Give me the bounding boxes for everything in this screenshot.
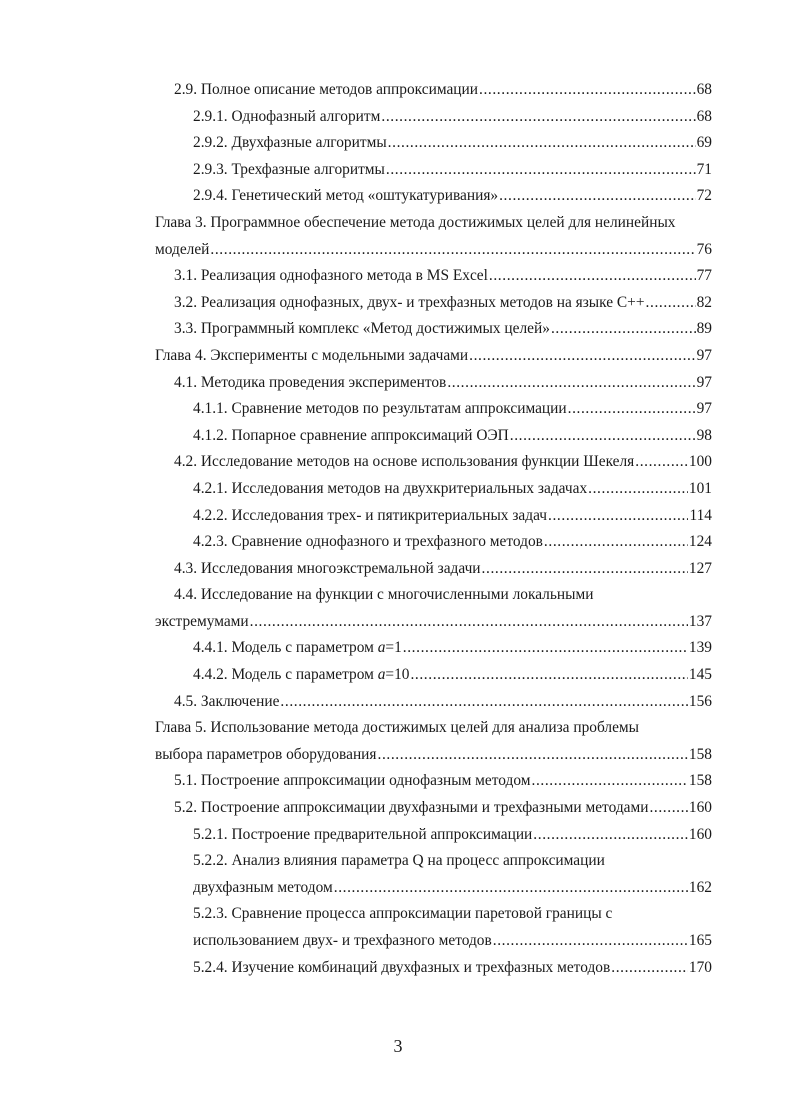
- leader-dots: [280, 689, 687, 716]
- toc-page: 100: [688, 453, 712, 471]
- toc-entry[interactable]: [155, 529, 712, 556]
- toc-title: 4.1.1. Сравнение методов по результатам аппроксимации: [193, 400, 567, 418]
- leader-dots: [469, 343, 695, 370]
- toc-title: 5.2.4. Изучение комбинаций двухфазных и трехфазных методов: [193, 958, 611, 976]
- toc-title: использованием двух- и трехфазного методов: [193, 932, 492, 949]
- toc-page: 97: [696, 373, 712, 391]
- toc-title-tail: =10: [385, 666, 410, 684]
- toc-page: 68: [696, 107, 712, 125]
- toc-entry[interactable]: [155, 503, 712, 530]
- leader-dots: [493, 928, 688, 955]
- toc-title: 5.1. Построение аппроксимации однофазным методом: [174, 772, 531, 790]
- leader-dots: [551, 316, 696, 343]
- toc-title: 5.2. Построение аппроксимации двухфазными и трехфазными методами: [174, 799, 649, 817]
- toc-entry[interactable]: [155, 955, 712, 982]
- leader-dots: [611, 955, 688, 982]
- leader-dots: [381, 104, 695, 131]
- toc-entry[interactable]: [155, 77, 712, 104]
- toc-title: 4.4.1. Модель с параметром: [193, 639, 378, 657]
- toc-entry[interactable]: [155, 316, 712, 343]
- toc-title: 5.2.1. Построение предварительной аппроксимации: [193, 825, 533, 843]
- toc-title: 2.9.1. Однофазный алгоритм: [193, 107, 381, 125]
- toc-page: 158: [688, 745, 712, 763]
- toc-entry[interactable]: [155, 370, 712, 397]
- toc-page: 68: [696, 81, 712, 98]
- toc-entry[interactable]: [155, 290, 712, 317]
- leader-dots: [447, 370, 695, 397]
- toc-title: 2.9.4. Генетический метод «оштукатуривания»: [193, 187, 499, 205]
- toc-entry[interactable]: [155, 768, 712, 795]
- toc-title: 3.2. Реализация однофазных, двух- и трехфазных методов на языке С++: [174, 293, 645, 311]
- toc-chapter-5[interactable]: [155, 715, 712, 768]
- toc-entry[interactable]: [155, 183, 712, 210]
- leader-dots: [588, 476, 688, 503]
- leader-dots: [482, 556, 688, 583]
- toc-entry[interactable]: [155, 396, 712, 423]
- toc-page: 145: [688, 666, 712, 684]
- leader-dots: [635, 449, 688, 476]
- toc-title-tail: =1: [385, 639, 402, 657]
- toc-title: 4.2.1. Исследования методов на двухкритериальных задачах: [193, 479, 588, 497]
- toc-page: 162: [688, 878, 712, 896]
- leader-dots: [568, 396, 696, 423]
- toc-title: 2.9.3. Трехфазные алгоритмы: [193, 160, 385, 178]
- toc-title-line: 4.4. Исследование на функции с многочисленными локальными: [174, 586, 594, 604]
- toc-entry[interactable]: [155, 822, 712, 849]
- toc-title: 4.2. Исследование методов на основе использования функции Шекеля: [174, 453, 635, 471]
- leader-dots: [386, 157, 696, 184]
- toc-entry[interactable]: [155, 476, 712, 503]
- toc-page: 89: [696, 320, 712, 338]
- toc-entry[interactable]: [155, 689, 712, 716]
- toc-title: двухфазным методом: [193, 878, 333, 896]
- toc-title: 4.2.3. Сравнение однофазного и трехфазного методов: [193, 533, 543, 551]
- toc-entry[interactable]: [155, 449, 712, 476]
- leader-dots: [510, 423, 696, 450]
- toc-page: 71: [696, 160, 712, 178]
- leader-dots: [210, 237, 695, 264]
- toc-entry[interactable]: [155, 635, 712, 662]
- leader-dots: [479, 77, 696, 104]
- toc-entry[interactable]: [155, 263, 712, 290]
- toc-title: 4.1. Методика проведения экспериментов: [174, 373, 447, 391]
- toc-entry[interactable]: [155, 795, 712, 822]
- toc-entry[interactable]: [155, 582, 712, 635]
- toc-title: моделей: [155, 240, 210, 258]
- leader-dots: [499, 183, 696, 210]
- leader-dots: [410, 662, 687, 689]
- toc-page: 170: [688, 958, 712, 976]
- toc-chapter-4[interactable]: [155, 343, 712, 370]
- toc-page: 156: [688, 692, 712, 710]
- toc-title: 4.5. Заключение: [174, 692, 280, 710]
- leader-dots: [378, 742, 688, 769]
- param-symbol: a: [377, 666, 386, 684]
- toc-page: 97: [696, 400, 712, 418]
- toc-page: 137: [688, 612, 712, 630]
- toc-page: 77: [696, 267, 712, 285]
- leader-dots: [334, 875, 688, 902]
- leader-dots: [532, 768, 688, 795]
- toc-title: 3.3. Программный комплекс «Метод достижимых целей»: [174, 320, 550, 338]
- param-symbol: a: [377, 639, 386, 657]
- toc-title: 4.1.2. Попарное сравнение аппроксимаций ОЭП: [193, 426, 509, 444]
- toc-entry[interactable]: [155, 848, 712, 901]
- toc-page: 72: [696, 187, 712, 205]
- toc-page: 160: [688, 825, 712, 843]
- toc-page: 124: [688, 533, 712, 551]
- table-of-contents: [155, 77, 712, 981]
- toc-title-line: 5.2.2. Анализ влияния параметра Q на процесс аппроксимации: [193, 852, 605, 870]
- leader-dots: [250, 609, 688, 636]
- leader-dots: [388, 130, 696, 157]
- toc-page: 127: [688, 559, 712, 577]
- toc-title: 4.2.2. Исследования трех- и пятикритериальных задач: [193, 506, 548, 524]
- toc-title-line: 5.2.3. Сравнение процесса аппроксимации паретовой границы с: [193, 905, 613, 923]
- toc-entry[interactable]: [155, 130, 712, 157]
- toc-title: 2.9. Полное описание методов аппроксимации: [174, 81, 479, 98]
- toc-page: 82: [696, 293, 712, 311]
- toc-page: 97: [696, 346, 712, 364]
- leader-dots: [646, 290, 696, 317]
- toc-page: 76: [696, 240, 712, 258]
- toc-entry[interactable]: [155, 556, 712, 583]
- toc-title: экстремумами: [155, 612, 249, 630]
- toc-title-line: Глава 3. Программное обеспечение метода достижимых целей для нелинейных: [155, 213, 676, 231]
- toc-entry[interactable]: [155, 423, 712, 450]
- toc-title: выбора параметров оборудования: [155, 745, 377, 763]
- toc-entry[interactable]: [155, 662, 712, 689]
- toc-page: 160: [688, 799, 712, 817]
- toc-page: 139: [688, 639, 712, 657]
- toc-page: 114: [689, 506, 712, 524]
- leader-dots: [533, 822, 688, 849]
- leader-dots: [649, 795, 687, 822]
- toc-page: 69: [696, 134, 712, 152]
- toc-title-line: Глава 5. Использование метода достижимых целей для анализа проблемы: [155, 719, 640, 737]
- toc-title: 3.1. Реализация однофазного метода в MS Excel: [174, 267, 488, 285]
- leader-dots: [544, 529, 688, 556]
- leader-dots: [489, 263, 696, 290]
- toc-page: 101: [688, 479, 712, 497]
- leader-dots: [548, 503, 688, 530]
- toc-title: 4.3. Исследования многоэкстремальной задачи: [174, 559, 481, 577]
- toc-page: 158: [688, 772, 712, 790]
- toc-entry[interactable]: [155, 901, 712, 954]
- toc-entry[interactable]: [155, 157, 712, 184]
- page-number: 3: [393, 1036, 403, 1056]
- toc-title: 2.9.2. Двухфазные алгоритмы: [193, 134, 387, 152]
- toc-page: 165: [688, 932, 712, 949]
- toc-title: 4.4.2. Модель с параметром: [193, 666, 378, 684]
- toc-entry[interactable]: [155, 104, 712, 131]
- leader-dots: [403, 635, 688, 662]
- toc-chapter-3[interactable]: [155, 210, 712, 263]
- toc-page: 98: [696, 426, 712, 444]
- toc-title: Глава 4. Эксперименты с модельными задачами: [155, 346, 469, 364]
